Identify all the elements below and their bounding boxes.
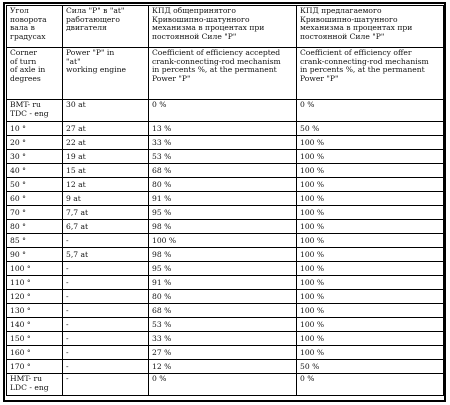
efficiency-accepted-cell: 91 % xyxy=(149,276,297,290)
angle-cell: 85 ° xyxy=(7,234,63,248)
header-ru-efficiency-accepted: КПД общепринятого Кривошипно-шатунного механизма в процентах при постоянной Силе "P" xyxy=(149,6,297,48)
table-row xyxy=(7,290,444,304)
table-row xyxy=(7,220,444,234)
header-en-force: Power "P" in "at" working engine xyxy=(63,48,149,100)
angle-cell: 80 ° xyxy=(7,220,63,234)
efficiency-accepted-cell: 68 % xyxy=(149,164,297,178)
table-row xyxy=(7,122,444,136)
efficiency-offered-cell: 100 % xyxy=(297,178,444,192)
angle-cell: 40 ° xyxy=(7,164,63,178)
force-cell: 19 at xyxy=(63,150,149,164)
efficiency-accepted-cell: 13 % xyxy=(149,122,297,136)
efficiency-offered-cell: 100 % xyxy=(297,220,444,234)
angle-cell: 100 ° xyxy=(7,262,63,276)
angle-cell: 140 ° xyxy=(7,318,63,332)
efficiency-offered-cell: 0 % xyxy=(297,374,444,396)
efficiency-accepted-cell: 80 % xyxy=(149,178,297,192)
efficiency-offered-cell: 100 % xyxy=(297,318,444,332)
efficiency-offered-cell: 100 % xyxy=(297,234,444,248)
header-ru-force: Сила "P" в "at" работающего двигателя xyxy=(63,6,149,48)
table-row xyxy=(7,332,444,346)
force-cell: 7,7 at xyxy=(63,206,149,220)
table-row xyxy=(7,100,444,122)
angle-cell: HMT- ru LDC - eng xyxy=(7,374,63,396)
table-row xyxy=(7,360,444,374)
efficiency-accepted-cell: 12 % xyxy=(149,360,297,374)
force-cell: - xyxy=(63,332,149,346)
table-row xyxy=(7,374,444,396)
header-ru-angle: Угол поворота вала в градусах xyxy=(7,6,63,48)
efficiency-offered-cell: 100 % xyxy=(297,262,444,276)
efficiency-offered-cell: 100 % xyxy=(297,346,444,360)
angle-cell: 70 ° xyxy=(7,206,63,220)
header-en-efficiency-offered: Coefficient of efficiency offer crank-connecting-rod mechanism in percents %, at the permanent Power "P" xyxy=(297,48,444,100)
efficiency-offered-cell: 100 % xyxy=(297,150,444,164)
efficiency-offered-cell: 100 % xyxy=(297,290,444,304)
efficiency-offered-cell: 50 % xyxy=(297,122,444,136)
header-en-efficiency-accepted: Coefficient of efficiency accepted crank-connecting-rod mechanism in percents %, at the permanent Power "P" xyxy=(149,48,297,100)
efficiency-accepted-cell: 53 % xyxy=(149,318,297,332)
efficiency-accepted-cell: 0 % xyxy=(149,100,297,122)
force-cell: - xyxy=(63,290,149,304)
angle-cell: BMT- ru TDC - eng xyxy=(7,100,63,122)
efficiency-offered-cell: 100 % xyxy=(297,304,444,318)
header-en-angle: Corner of turn of axle in degrees xyxy=(7,48,63,100)
angle-cell: 130 ° xyxy=(7,304,63,318)
force-cell: 27 at xyxy=(63,122,149,136)
force-cell: - xyxy=(63,346,149,360)
table-row xyxy=(7,178,444,192)
efficiency-accepted-cell: 98 % xyxy=(149,248,297,262)
table-row xyxy=(7,304,444,318)
table-row xyxy=(7,192,444,206)
angle-cell: 30 ° xyxy=(7,150,63,164)
angle-cell: 160 ° xyxy=(7,346,63,360)
efficiency-offered-cell: 100 % xyxy=(297,248,444,262)
efficiency-accepted-cell: 53 % xyxy=(149,150,297,164)
table-row xyxy=(7,248,444,262)
angle-cell: 150 ° xyxy=(7,332,63,346)
force-cell: - xyxy=(63,234,149,248)
force-cell: 9 at xyxy=(63,192,149,206)
angle-cell: 110 ° xyxy=(7,276,63,290)
angle-cell: 20 ° xyxy=(7,136,63,150)
table-row xyxy=(7,276,444,290)
efficiency-accepted-cell: 33 % xyxy=(149,136,297,150)
table-row xyxy=(7,346,444,360)
efficiency-offered-cell: 100 % xyxy=(297,192,444,206)
angle-cell: 60 ° xyxy=(7,192,63,206)
efficiency-offered-cell: 100 % xyxy=(297,276,444,290)
force-cell: 15 at xyxy=(63,164,149,178)
efficiency-accepted-cell: 98 % xyxy=(149,220,297,234)
force-cell: 12 at xyxy=(63,178,149,192)
force-cell: 30 at xyxy=(63,100,149,122)
table-row xyxy=(7,206,444,220)
efficiency-accepted-cell: 80 % xyxy=(149,290,297,304)
efficiency-offered-cell: 100 % xyxy=(297,136,444,150)
force-cell: 22 at xyxy=(63,136,149,150)
force-cell: - xyxy=(63,360,149,374)
force-cell: - xyxy=(63,318,149,332)
efficiency-offered-cell: 100 % xyxy=(297,206,444,220)
efficiency-accepted-cell: 95 % xyxy=(149,206,297,220)
header-row-ru xyxy=(7,6,444,48)
force-cell: - xyxy=(63,276,149,290)
efficiency-accepted-cell: 95 % xyxy=(149,262,297,276)
efficiency-accepted-cell: 91 % xyxy=(149,192,297,206)
efficiency-accepted-cell: 68 % xyxy=(149,304,297,318)
table-row xyxy=(7,164,444,178)
header-ru-efficiency-offered: КПД предлагаемого Кривошипно-шатунного механизма в процентах при постоянной Силе "P" xyxy=(297,6,444,48)
force-cell: - xyxy=(63,304,149,318)
force-cell: - xyxy=(63,262,149,276)
angle-cell: 90 ° xyxy=(7,248,63,262)
table-row xyxy=(7,136,444,150)
table-row xyxy=(7,318,444,332)
header-row-en xyxy=(7,48,444,100)
force-cell: - xyxy=(63,374,149,396)
efficiency-accepted-cell: 0 % xyxy=(149,374,297,396)
angle-cell: 170 ° xyxy=(7,360,63,374)
efficiency-offered-cell: 100 % xyxy=(297,164,444,178)
efficiency-offered-cell: 0 % xyxy=(297,100,444,122)
efficiency-accepted-cell: 33 % xyxy=(149,332,297,346)
angle-cell: 50 ° xyxy=(7,178,63,192)
table-row xyxy=(7,150,444,164)
force-cell: 5,7 at xyxy=(63,248,149,262)
angle-cell: 10 ° xyxy=(7,122,63,136)
efficiency-offered-cell: 100 % xyxy=(297,332,444,346)
angle-cell: 120 ° xyxy=(7,290,63,304)
table-row xyxy=(7,262,444,276)
table-row xyxy=(7,234,444,248)
efficiency-accepted-cell: 27 % xyxy=(149,346,297,360)
force-cell: 6,7 at xyxy=(63,220,149,234)
efficiency-accepted-cell: 100 % xyxy=(149,234,297,248)
efficiency-table xyxy=(6,5,444,396)
efficiency-offered-cell: 50 % xyxy=(297,360,444,374)
